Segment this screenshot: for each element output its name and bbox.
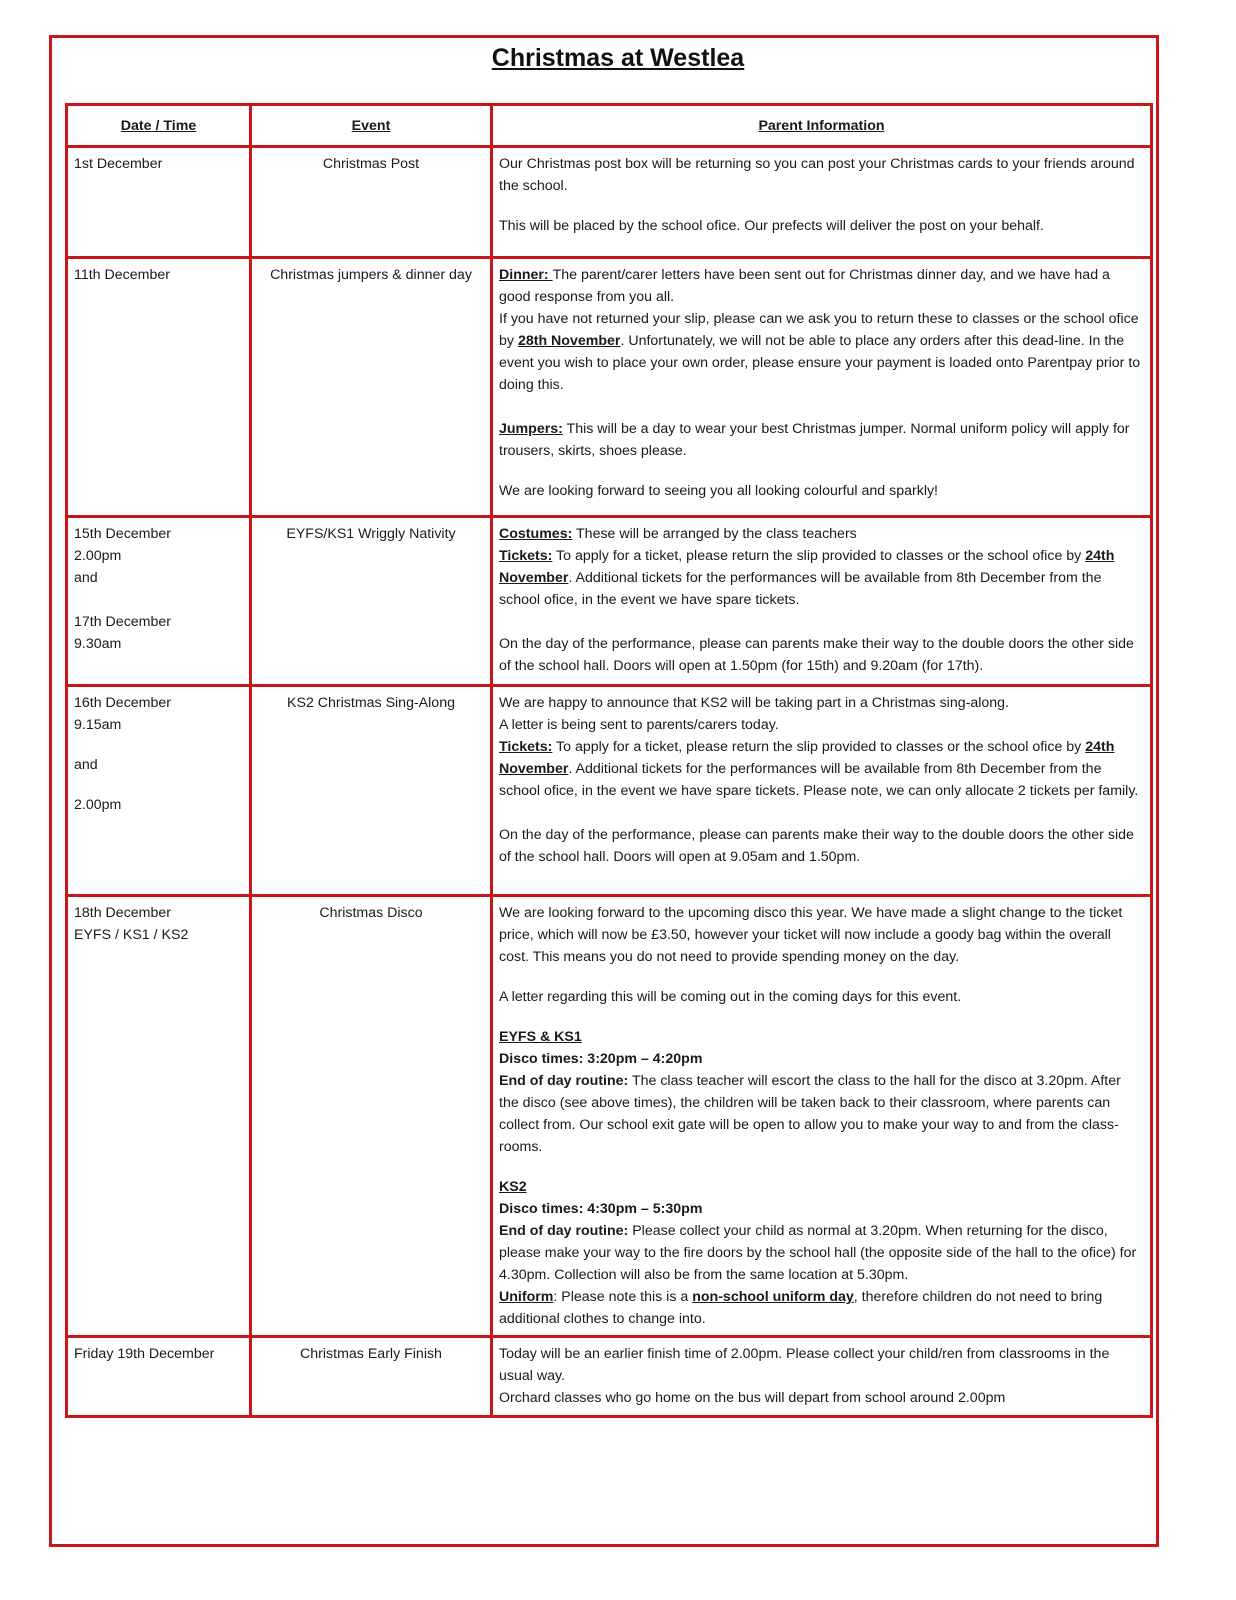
date-line: 9.15am bbox=[74, 717, 122, 733]
routine-text: The class teacher will escort the class to the hall for the disco at 3.20pm. After the disco (see above times), the children will be taken back to their classroom, where parents can collect from. Our school exit gate will be open to allow you to make your way to and from the class-rooms. bbox=[499, 1073, 1121, 1155]
tickets-text: . Additional tickets for the performances will be available from 8th December from the school oﬁce, in the event we have spare tickets. Please note, we can only allocate 2 tickets per family. bbox=[499, 761, 1139, 799]
info-cell bbox=[492, 147, 1152, 258]
dinner-label: Dinner: bbox=[499, 267, 553, 283]
info-cell bbox=[492, 1337, 1152, 1417]
header-parent-information: Parent Information bbox=[492, 105, 1152, 147]
date-cell bbox=[67, 896, 251, 1337]
uniform-label: Uniform bbox=[499, 1289, 554, 1305]
date-line: Friday 19th December bbox=[74, 1346, 215, 1362]
date-line: 2.00pm bbox=[74, 797, 122, 813]
uniform-text: , therefore children do not need to bring additional clothes to change into. bbox=[499, 1289, 1103, 1327]
info-paragraph bbox=[499, 1220, 1144, 1286]
tickets-label: Tickets: bbox=[499, 739, 553, 755]
costumes-text: These will be arranged by the class teachers bbox=[572, 526, 857, 542]
deadline-date: 28th November bbox=[517, 333, 621, 349]
info-paragraph bbox=[499, 736, 1144, 802]
info-paragraph bbox=[499, 523, 1144, 545]
tickets-text: To apply for a ticket, please return the slip provided to classes or the school oﬁce by bbox=[552, 548, 1086, 564]
date-line: 9.30am bbox=[74, 636, 122, 652]
jumpers-text: This will be a day to wear your best Christmas jumper. Normal uniform policy will apply for trousers, skirts, shoes please. bbox=[499, 421, 1130, 459]
costumes-label: Costumes: bbox=[499, 526, 573, 542]
events-table bbox=[65, 103, 1153, 1418]
table-row bbox=[67, 1337, 1152, 1417]
uniform-emphasis: non-school uniform day bbox=[692, 1289, 854, 1305]
event-cell: KS2 Christmas Sing-Along bbox=[251, 686, 492, 896]
tickets-date: 24th November bbox=[499, 548, 1115, 586]
header-date-time: Date / Time bbox=[67, 105, 251, 147]
info-paragraph: We are happy to announce that KS2 will be taking part in a Christmas sing-along. bbox=[499, 695, 1009, 711]
info-paragraph bbox=[499, 264, 1144, 308]
jumpers-label: Jumpers: bbox=[499, 421, 563, 437]
date-line: EYFS / KS1 / KS2 bbox=[74, 927, 189, 943]
date-line: 17th December bbox=[74, 614, 171, 630]
uniform-text: : Please note this is a bbox=[553, 1289, 693, 1305]
table-header-row bbox=[67, 105, 1152, 147]
date-line: 2.00pm bbox=[74, 548, 122, 564]
tickets-label: Tickets: bbox=[499, 548, 553, 564]
eyfs-ks1-heading: EYFS & KS1 bbox=[499, 1029, 582, 1045]
event-cell: Christmas Post bbox=[251, 147, 492, 258]
info-cell bbox=[492, 258, 1152, 517]
tickets-text: To apply for a ticket, please return the slip provided to classes or the school oﬁce by bbox=[552, 739, 1086, 755]
info-paragraph: Orchard classes who go home on the bus will depart from school around 2.00pm bbox=[499, 1390, 1006, 1406]
ks2-disco-times: Disco times: 4:30pm – 5:30pm bbox=[499, 1201, 703, 1217]
tickets-text: . Additional tickets for the performances will be available from 8th December from the school oﬁce, in the event we have spare tickets. bbox=[499, 570, 1102, 608]
table-row bbox=[67, 258, 1152, 517]
table-row bbox=[67, 517, 1152, 686]
info-paragraph: A letter is being sent to parents/carers today. bbox=[499, 717, 779, 733]
info-paragraph bbox=[499, 1070, 1144, 1158]
routine-label: End of day routine: bbox=[499, 1073, 629, 1089]
eyfs-disco-times: Disco times: 3:20pm – 4:20pm bbox=[499, 1051, 703, 1067]
table-row bbox=[67, 686, 1152, 896]
slip-text: If you have not returned your slip, please can we ask you to return these to classes or the school oﬁce by bbox=[499, 311, 1139, 349]
info-paragraph bbox=[499, 308, 1144, 396]
routine-label: End of day routine: bbox=[499, 1223, 629, 1239]
info-paragraph bbox=[499, 1286, 1144, 1330]
slip-text: . Unfortunately, we will not be able to place any orders after this dead-line. In the event you wish to place your own order, please ensure your payment is loaded onto Parentpay prior to doing this. bbox=[499, 333, 1141, 393]
info-cell bbox=[492, 896, 1152, 1337]
date-cell bbox=[67, 686, 251, 896]
event-cell: EYFS/KS1 Wriggly Nativity bbox=[251, 517, 492, 686]
info-paragraph: A letter regarding this will be coming out in the coming days for this event. bbox=[499, 989, 962, 1005]
dinner-text: The parent/carer letters have been sent out for Christmas dinner day, and we have had a good response from you all. bbox=[499, 267, 1110, 305]
info-paragraph: We are looking forward to the upcoming disco this year. We have made a slight change to the ticket price, which will now be £3.50, however your ticket will now include a goody bag within the overall cost. This means you do not need to provide spending money on the day. bbox=[499, 905, 1123, 965]
event-cell: Christmas jumpers & dinner day bbox=[251, 258, 492, 517]
date-line: and bbox=[74, 757, 98, 773]
info-paragraph bbox=[499, 418, 1144, 462]
page-title: Christmas at Westlea bbox=[491, 44, 745, 72]
date-cell bbox=[67, 258, 251, 517]
date-cell bbox=[67, 1337, 251, 1417]
date-line: 16th December bbox=[74, 695, 171, 711]
info-paragraph: We are looking forward to seeing you all looking colourful and sparkly! bbox=[499, 483, 939, 499]
date-line: 11th December bbox=[74, 267, 170, 283]
event-cell: Christmas Disco bbox=[251, 896, 492, 1337]
info-paragraph: Today will be an earlier finish time of 2.00pm. Please collect your child/ren from classrooms in the usual way. bbox=[499, 1346, 1110, 1384]
header-event: Event bbox=[251, 105, 492, 147]
info-cell bbox=[492, 517, 1152, 686]
info-paragraph: On the day of the performance, please can parents make their way to the double doors the other side of the school hall. Doors will open at 9.05am and 1.50pm. bbox=[499, 827, 1134, 865]
tickets-date: 24th November bbox=[499, 739, 1115, 777]
date-cell bbox=[67, 147, 251, 258]
info-cell bbox=[492, 686, 1152, 896]
date-line: 1st December bbox=[74, 156, 163, 172]
date-line: and bbox=[74, 570, 98, 586]
ks2-heading: KS2 bbox=[499, 1179, 527, 1195]
date-cell bbox=[67, 517, 251, 686]
table-row bbox=[67, 147, 1152, 258]
date-line: 15th December bbox=[74, 526, 171, 542]
event-cell: Christmas Early Finish bbox=[251, 1337, 492, 1417]
info-paragraph bbox=[499, 545, 1144, 611]
info-paragraph: Our Christmas post box will be returning so you can post your Christmas cards to your friends around the school. bbox=[499, 156, 1135, 194]
info-paragraph: This will be placed by the school oﬁce. Our prefects will deliver the post on your behalf. bbox=[499, 218, 1044, 234]
table-row bbox=[67, 896, 1152, 1337]
routine-text: Please collect your child as normal at 3.20pm. When returning for the disco, please make your way to the fire doors by the school hall (the opposite side of the hall to the oﬁce) for 4.30pm. Collection will also be from the same location at 5.30pm. bbox=[499, 1223, 1137, 1283]
info-paragraph: On the day of the performance, please can parents make their way to the double doors the other side of the school hall. Doors will open at 1.50pm (for 15th) and 9.20am (for 17th). bbox=[499, 636, 1134, 674]
date-line: 18th December bbox=[74, 905, 171, 921]
